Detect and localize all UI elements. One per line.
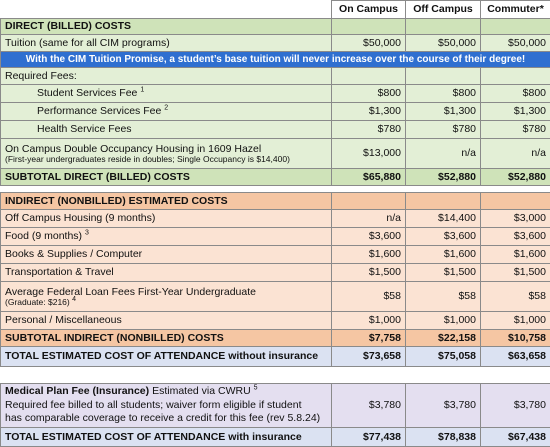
total-with-on: $77,438 [332,428,406,447]
housing-off: n/a [406,139,481,169]
total-without-label: TOTAL ESTIMATED COST OF ATTENDANCE without insurance [1,347,332,367]
tuition-off: $50,000 [406,35,481,52]
indirect-on: $1,600 [332,246,406,264]
total-with-label: TOTAL ESTIMATED COST OF ATTENDANCE with insurance [1,428,332,447]
fee-label: Student Services Fee $^1$ [1,85,332,103]
medical-com: $3,780 [481,384,550,428]
indirect-com: $1,600 [481,246,550,264]
header-on-campus: On Campus [332,1,406,19]
indirect-on: n/a [332,210,406,228]
total-with-insurance-row [1,428,550,447]
tuition-promise-banner [1,52,550,68]
tuition-on: $50,000 [332,35,406,52]
medical-plan-label: Medical Plan Fee (Insurance) Estimated via CWRU $^5$ Required fee billed to all students; waiver form eligible if student has comparable coverage to receive a credit for this fee (rev 5.8.24) [1,384,332,428]
housing-com: n/a [481,139,550,169]
column-header-row [1,1,550,19]
section-gap [1,367,550,384]
fee-row [1,103,550,121]
fee-row [1,121,550,139]
indirect-row [1,210,550,228]
fee-on: $1,300 [332,103,406,121]
fee-com: $780 [481,121,550,139]
medical-plan-line2: Required fee billed to all students; waiver form eligible if student [5,399,327,413]
indirect-label: Food (9 months) $^3$ [1,228,332,246]
tuition-row [1,35,550,52]
fee-on: $780 [332,121,406,139]
personal-off: $1,000 [406,312,481,330]
total-without-off: $75,058 [406,347,481,367]
medical-on: $3,780 [332,384,406,428]
indirect-on: $1,500 [332,264,406,282]
fee-label: Health Service Fees [1,121,332,139]
section-gap [1,186,550,193]
indirect-row [1,246,550,264]
direct-subtotal-row [1,169,550,186]
medical-plan-row [1,384,550,428]
loan-fee-com: $58 [481,282,550,312]
indirect-com: $3,600 [481,228,550,246]
medical-off: $3,780 [406,384,481,428]
medical-plan-title: Medical Plan Fee (Insurance) [5,385,149,397]
indirect-off: $14,400 [406,210,481,228]
loan-fee-on: $58 [332,282,406,312]
indirect-off: $3,600 [406,228,481,246]
housing-label: On Campus Double Occupancy Housing in 1609 Hazel (First-year undergraduates reside in doubles; Single Occupancy is $14,400) [1,139,332,169]
total-without-com: $63,658 [481,347,550,367]
indirect-subtotal-label: SUBTOTAL INDIRECT (NONBILLED) COSTS [1,330,332,347]
indirect-subtotal-on: $7,758 [332,330,406,347]
indirect-com: $3,000 [481,210,550,228]
indirect-subtotal-com: $10,758 [481,330,550,347]
required-fees-row [1,68,550,85]
housing-note: (First-year undergraduates reside in doubles; Single Occupancy is $14,400) [5,155,327,165]
fee-com: $1,300 [481,103,550,121]
loan-fee-row [1,282,550,312]
tuition-label: Tuition (same for all CIM programs) [1,35,332,52]
loan-fee-off: $58 [406,282,481,312]
personal-com: $1,000 [481,312,550,330]
direct-section-header [1,19,550,35]
fee-label: Performance Services Fee $^2$ [1,103,332,121]
indirect-on: $3,600 [332,228,406,246]
total-with-off: $78,838 [406,428,481,447]
total-without-on: $73,658 [332,347,406,367]
direct-subtotal-on: $65,880 [332,169,406,186]
indirect-off: $1,600 [406,246,481,264]
tuition-promise-text: With the CIM Tuition Promise, a student’s base tuition will never increase over the course of their degree! [1,52,550,68]
header-off-campus: Off Campus [406,1,481,19]
personal-on: $1,000 [332,312,406,330]
indirect-label: Off Campus Housing (9 months) [1,210,332,228]
total-without-insurance-row [1,347,550,367]
fee-com: $800 [481,85,550,103]
fee-off: $780 [406,121,481,139]
indirect-off: $1,500 [406,264,481,282]
indirect-com: $1,500 [481,264,550,282]
direct-subtotal-com: $52,880 [481,169,550,186]
indirect-label: Books & Supplies / Computer [1,246,332,264]
indirect-subtotal-row [1,330,550,347]
tuition-com: $50,000 [481,35,550,52]
direct-section-title: DIRECT (BILLED) COSTS [1,19,332,35]
total-with-com: $67,438 [481,428,550,447]
indirect-section-title: INDIRECT (NONBILLED) ESTIMATED COSTS [1,193,332,210]
required-fees-label: Required Fees: [1,68,332,85]
indirect-section-header [1,193,550,210]
header-blank-cell [1,1,332,19]
medical-plan-line3: has comparable coverage to receive a credit for this fee (rev 5.8.24) [5,412,327,426]
loan-fee-label: Average Federal Loan Fees First-Year Undergraduate (Graduate: $216) $^4$ [1,282,332,312]
fee-off: $800 [406,85,481,103]
indirect-row [1,228,550,246]
indirect-subtotal-off: $22,158 [406,330,481,347]
indirect-row [1,264,550,282]
personal-row [1,312,550,330]
loan-fee-note: (Graduate: $216) [5,297,70,307]
fee-on: $800 [332,85,406,103]
direct-subtotal-label: SUBTOTAL DIRECT (BILLED) COSTS [1,169,332,186]
indirect-label: Transportation & Travel [1,264,332,282]
direct-subtotal-off: $52,880 [406,169,481,186]
personal-label: Personal / Miscellaneous [1,312,332,330]
fee-row [1,85,550,103]
header-commuter: Commuter* [481,1,550,19]
housing-row [1,139,550,169]
housing-on: $13,000 [332,139,406,169]
fee-off: $1,300 [406,103,481,121]
